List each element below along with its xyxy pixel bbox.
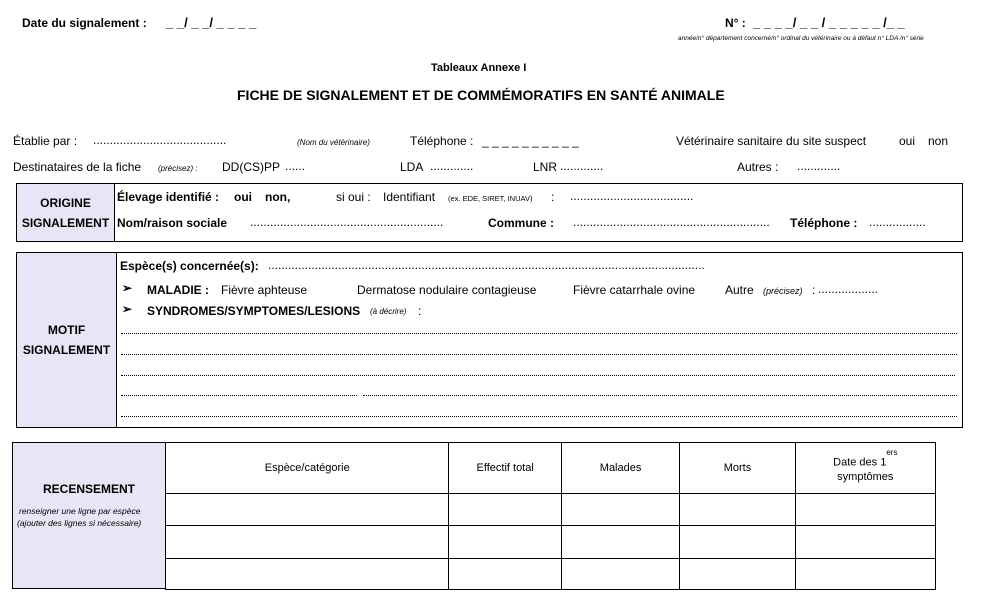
elevage-non[interactable]: non, (265, 190, 291, 204)
page-title: FICHE DE SIGNALEMENT ET DE COMMÉMORATIFS EN SANTÉ ANIMALE (237, 87, 725, 103)
vet-site-non[interactable]: non (928, 134, 949, 148)
origine-label-2: SIGNALEMENT (21, 215, 110, 230)
table-row (166, 494, 936, 526)
col-date-text: Date des 1 (833, 456, 887, 469)
identifiant-colon: : (551, 190, 555, 204)
dest-lnr-dots: ............. (560, 159, 604, 173)
syndromes-line[interactable] (121, 416, 957, 417)
syndromes-line[interactable] (121, 375, 955, 376)
table-cell[interactable] (561, 526, 679, 559)
date-field[interactable]: _ _/ _ _/ _ _ _ _ (166, 15, 257, 30)
syndromes-line[interactable] (121, 395, 357, 396)
number-label: N° : (725, 16, 746, 30)
dest-ddpp[interactable]: DD(CS)PP (222, 160, 281, 174)
origine-tel-field[interactable]: ................. (869, 215, 926, 229)
date-label: Date du signalement : (22, 16, 147, 30)
syndromes-line[interactable] (121, 354, 957, 355)
recensement-hint-1: renseigner une ligne par espèce (19, 506, 141, 516)
elevage-oui[interactable]: oui (234, 190, 252, 204)
recensement-label-cell (12, 442, 166, 589)
dest-autres[interactable]: Autres : (737, 160, 779, 174)
syndromes-line[interactable] (363, 395, 957, 396)
table-cell[interactable] (166, 494, 449, 526)
dest-lnr[interactable]: LNR (533, 160, 558, 174)
nom-label: Nom/raison sociale (117, 216, 228, 230)
vet-hint: (Nom du vétérinaire) (297, 138, 370, 147)
table-cell[interactable] (449, 526, 561, 559)
col-date-text-2: symptômes (837, 470, 894, 483)
table-cell[interactable] (166, 526, 449, 559)
etablie-label: Établie par : (13, 134, 78, 148)
vet-site-oui[interactable]: oui (899, 134, 916, 148)
number-hint: année/n° département concerné/n° ordinal du vétérinaire ou à défaut n° LDA /n° série (678, 35, 924, 42)
syndromes-line[interactable] (121, 333, 957, 334)
dest-autres-dots[interactable]: ............. (797, 159, 841, 173)
origine-label-cell (17, 184, 115, 241)
motif-section (16, 252, 963, 428)
nom-field[interactable]: .......................................................... (250, 215, 444, 229)
table-cell[interactable] (561, 559, 679, 590)
table-cell[interactable] (795, 559, 935, 590)
autre-colon: : (812, 283, 816, 297)
si-oui-label: si oui : (336, 190, 371, 204)
commune-label: Commune : (488, 216, 554, 230)
maladie-option-3[interactable]: Fièvre catarrhale ovine (573, 283, 696, 297)
table-cell[interactable] (166, 559, 449, 590)
dest-lda-dots: ............. (430, 159, 474, 173)
dest-label: Destinataires de la fiche (13, 160, 142, 174)
especes-field[interactable]: ................................................................................................................................... (268, 258, 705, 272)
origine-tel-label: Téléphone : (790, 216, 858, 230)
table-cell[interactable] (680, 494, 795, 526)
telephone-field[interactable]: _ _ _ _ _ _ _ _ _ _ (482, 134, 579, 148)
telephone-label: Téléphone : (410, 134, 474, 148)
table-cell[interactable] (795, 494, 935, 526)
table-cell[interactable] (795, 526, 935, 559)
col-effectif: Effectif total (449, 443, 561, 494)
identifiant-hint: (ex. EDE, SIRET, INUAV) (448, 194, 533, 203)
table-cell[interactable] (449, 494, 561, 526)
syndromes-colon: : (418, 304, 422, 318)
motif-label-2: SIGNALEMENT (22, 343, 111, 357)
commune-field[interactable]: ........................................................... (573, 215, 770, 229)
arrow-bullet-icon: ➢ (122, 281, 133, 295)
origine-label-1: ORIGINE (40, 195, 91, 210)
etablie-field[interactable]: ........................................ (93, 133, 227, 147)
table-row (166, 526, 936, 559)
dest-hint: (précisez) : (158, 164, 198, 173)
dest-ddpp-dots: ...... (285, 159, 306, 173)
col-espece: Espèce/catégorie (166, 443, 449, 494)
col-malades: Malades (561, 443, 679, 494)
recensement-hint-2: (ajouter des lignes si nécessaire) (17, 518, 142, 528)
autre-label[interactable]: Autre (725, 283, 754, 297)
arrow-bullet-icon: ➢ (122, 302, 133, 316)
motif-label-1: MOTIF (47, 323, 86, 337)
identifiant-field[interactable]: ..................................... (570, 189, 694, 203)
table-header-row (166, 443, 936, 494)
table-cell[interactable] (680, 559, 795, 590)
elevage-label: Élevage identifié : (117, 190, 220, 204)
especes-label: Espèce(s) concernée(s): (120, 259, 259, 273)
autre-field[interactable]: .................. (818, 282, 879, 296)
table-cell[interactable] (449, 559, 561, 590)
table-cell[interactable] (680, 526, 795, 559)
maladie-option-2[interactable]: Dermatose nodulaire contagieuse (357, 283, 537, 297)
annex-label: Tableaux Annexe I (431, 62, 527, 74)
recensement-label: RECENSEMENT (43, 482, 136, 496)
col-morts: Morts (680, 443, 795, 494)
identifiant-label: Identifiant (383, 190, 436, 204)
table-row (166, 559, 936, 590)
recensement-table (165, 442, 936, 590)
maladie-option-1[interactable]: Fièvre aphteuse (221, 283, 308, 297)
maladie-label: MALADIE : (147, 283, 209, 297)
syndromes-hint: (à décrire) (370, 307, 407, 316)
col-date-sup: ers (886, 448, 898, 458)
vet-site-label: Vétérinaire sanitaire du site suspect (676, 134, 867, 148)
autre-hint: (précisez) (763, 286, 803, 296)
number-field[interactable]: _ _ _ _/ _ _ / _ _ _ _ _ /_ _ (753, 15, 905, 30)
dest-lda[interactable]: LDA (400, 160, 424, 174)
motif-label-cell (17, 253, 117, 427)
syndromes-label: SYNDROMES/SYMPTOMES/LESIONS (147, 304, 361, 318)
col-date-symptomes (795, 443, 935, 494)
table-cell[interactable] (561, 494, 679, 526)
